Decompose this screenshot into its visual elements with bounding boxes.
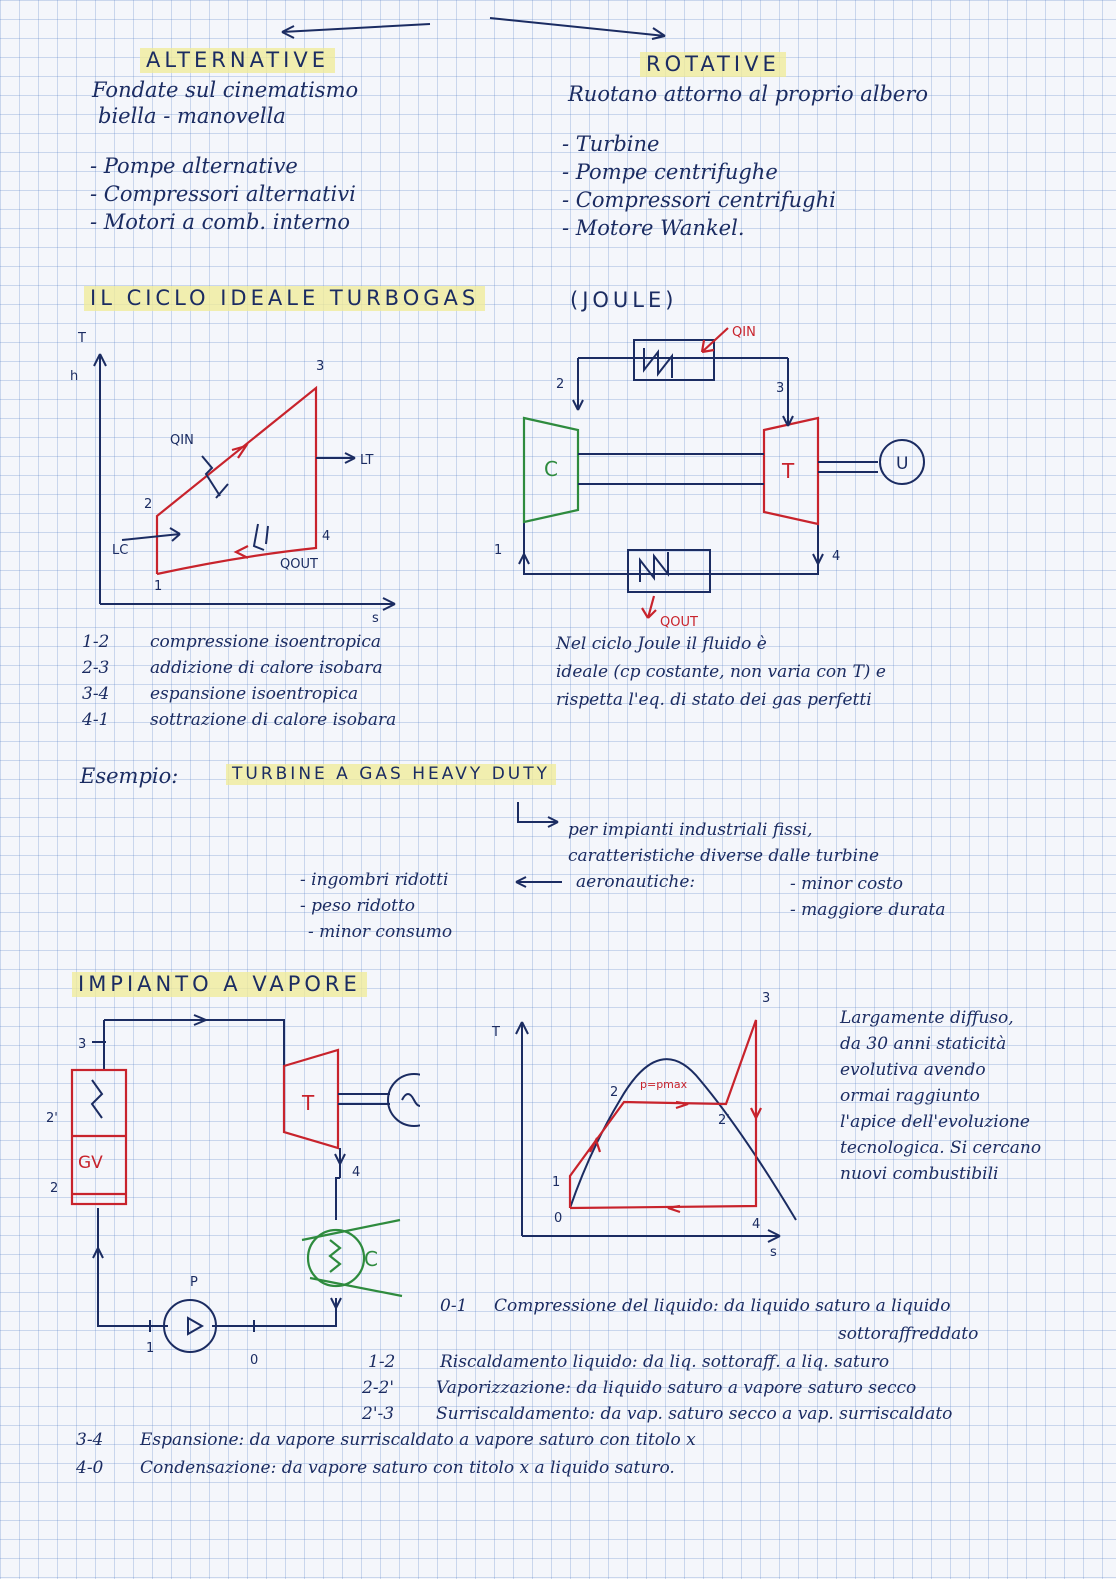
arrow-icon — [236, 546, 248, 558]
point-label: 0 — [554, 1211, 563, 1226]
gv-label: GV — [78, 1153, 103, 1173]
x-axis — [522, 1230, 780, 1242]
pump-circle — [164, 1300, 216, 1352]
qout-arrow — [642, 596, 656, 618]
pump-arrow-icon — [188, 1318, 202, 1334]
node-label: 2 — [50, 1181, 59, 1196]
side-note-line: tecnologica. Si cercano — [840, 1138, 1042, 1158]
joule-heading: IL CICLO IDEALE TURBOGAS — [84, 286, 485, 311]
step-text: Compressione del liquido: da liquido saturo a liquido — [494, 1296, 951, 1316]
alternative-desc-2: biella - manovella — [98, 104, 286, 128]
steam-ts-diagram — [480, 990, 810, 1260]
lt-label: LT — [360, 453, 374, 468]
point-label: 3 — [762, 991, 771, 1006]
axis-label-s: s — [770, 1245, 777, 1260]
side-note-line: evolutiva avendo — [840, 1060, 986, 1080]
node-label: 0 — [250, 1353, 259, 1368]
rotative-item: - Compressori centrifughi — [562, 188, 836, 212]
example-right-item: - maggiore durata — [790, 900, 946, 920]
rotative-heading: ROTATIVE — [640, 52, 786, 77]
point-label: 4 — [752, 1217, 761, 1232]
node-label: 1 — [494, 543, 503, 558]
example-title: TURBINE A GAS HEAVY DUTY — [226, 764, 556, 785]
step-text: sottoraffreddato — [838, 1324, 979, 1344]
side-note-line: Largamente diffuso, — [840, 1008, 1014, 1028]
side-note-line: da 30 anni staticità — [840, 1034, 1007, 1054]
shaft — [338, 1094, 390, 1104]
point-label: 2 — [144, 497, 153, 512]
step-text: Vaporizzazione: da liquido saturo a vapore saturo secco — [436, 1378, 917, 1398]
qout-label: QOUT — [660, 615, 698, 630]
step-text: sottrazione di calore isobara — [150, 710, 397, 730]
point-label: 4 — [322, 529, 331, 544]
axis-label-h: h — [70, 369, 79, 384]
step-code: 4-1 — [82, 710, 110, 730]
condenser-circle — [308, 1230, 364, 1286]
pipework — [524, 358, 818, 574]
boiler-coil-icon — [92, 1080, 102, 1118]
point-label: 2 — [610, 1085, 619, 1100]
step-text: compressione isoentropica — [150, 632, 382, 652]
shaft — [578, 454, 878, 484]
heater-coil-icon — [644, 348, 672, 378]
alternative-desc-1: Fondate sul cinematismo — [92, 78, 359, 102]
node-label: 4 — [352, 1165, 361, 1180]
lc-label: LC — [112, 543, 129, 558]
ac-symbol-icon — [402, 1094, 420, 1106]
qout-arrow — [254, 524, 268, 550]
node-label: 1 — [146, 1341, 155, 1356]
point-label: 1 — [552, 1175, 561, 1190]
step-text: Condensazione: da vapore saturo con titolo x a liquido saturo. — [140, 1458, 675, 1478]
node-label: 3 — [776, 381, 785, 396]
qin-label: QIN — [170, 433, 194, 448]
arrow-icon — [232, 446, 246, 458]
example-line: caratteristiche diverse dalle turbine — [568, 846, 880, 866]
step-code: 2-2' — [362, 1378, 395, 1398]
turbine-label: T — [782, 459, 795, 483]
axis-label-s: s — [372, 611, 379, 626]
point-label: 2' — [718, 1113, 730, 1128]
arrow-icon — [506, 874, 566, 894]
example-left-item: - ingombri ridotti — [300, 870, 449, 890]
example-left-item: - peso ridotto — [300, 896, 416, 916]
condenser-coil-icon — [302, 1220, 402, 1296]
example-prefix: Esempio: — [80, 764, 179, 788]
joule-plant-schematic — [488, 318, 958, 634]
step-code: 3-4 — [82, 684, 110, 704]
steam-plant-schematic — [40, 1008, 420, 1380]
steam-heading: IMPIANTO A VAPORE — [72, 972, 367, 997]
flow-arrows — [519, 400, 823, 564]
node-label: 4 — [832, 549, 841, 564]
lc-arrow — [122, 528, 180, 541]
cooler-coil-icon — [640, 552, 668, 582]
example-right-item: - minor costo — [790, 874, 903, 894]
axis-label-t: T — [492, 1025, 500, 1040]
flow-arrows — [590, 1102, 761, 1212]
generator-circle — [388, 1074, 420, 1126]
y-axis — [94, 354, 106, 604]
joule-heading-note: (JOULE) — [570, 288, 678, 312]
alternative-item: - Pompe alternative — [90, 154, 298, 178]
user-label: U — [896, 454, 909, 474]
example-left-item: - minor consumo — [308, 922, 453, 942]
alternative-item: - Motori a comb. interno — [90, 210, 351, 234]
node-label: 3 — [78, 1037, 87, 1052]
pipework — [98, 1020, 340, 1326]
qin-label: QIN — [732, 325, 756, 340]
rotative-desc-1: Ruotano attorno al proprio albero — [568, 82, 929, 106]
side-note-line: l'apice dell'evoluzione — [840, 1112, 1030, 1132]
example-line: aeronautiche: — [576, 872, 696, 892]
pump-label: P — [190, 1275, 198, 1290]
y-axis — [516, 1022, 528, 1236]
step-text: Surriscaldamento: da vap. saturo secco a vap. surriscaldato — [436, 1404, 953, 1424]
step-code: 1-2 — [82, 632, 110, 652]
side-note-line: nuovi combustibili — [840, 1164, 999, 1184]
rotative-item: - Motore Wankel. — [562, 216, 745, 240]
side-note-line: ormai raggiunto — [840, 1086, 980, 1106]
example-line: per impianti industriali fissi, — [568, 820, 813, 840]
joule-ts-diagram — [60, 328, 410, 628]
axis-label-t: T — [78, 331, 86, 346]
step-code: 1-2 — [368, 1352, 396, 1372]
joule-note-line: Nel ciclo Joule il fluido è — [556, 634, 767, 654]
step-text: Espansione: da vapore surriscaldato a vapore saturo con titolo x — [140, 1430, 696, 1450]
step-code: 2'-3 — [362, 1404, 395, 1424]
alternative-heading: ALTERNATIVE — [140, 48, 335, 73]
step-code: 0-1 — [440, 1296, 468, 1316]
alternative-item: - Compressori alternativi — [90, 182, 356, 206]
lt-arrow — [316, 453, 355, 463]
node-label: 2 — [556, 377, 565, 392]
step-code: 3-4 — [76, 1430, 104, 1450]
turbine-label: T — [302, 1091, 315, 1115]
split-arrows — [270, 10, 690, 50]
joule-note-line: ideale (cp costante, non varia con T) e — [556, 662, 886, 682]
step-text: addizione di calore isobara — [150, 658, 383, 678]
rotative-item: - Pompe centrifughe — [562, 160, 778, 184]
step-code: 2-3 — [82, 658, 110, 678]
rotative-item: - Turbine — [562, 132, 660, 156]
point-label: 3 — [316, 359, 325, 374]
node-label: 2' — [46, 1111, 58, 1126]
qout-label: QOUT — [280, 557, 318, 572]
condenser-label: C — [364, 1247, 378, 1271]
step-text: Riscaldamento liquido: da liq. sottoraff. a liq. saturo — [440, 1352, 890, 1372]
pmax-label: p=pmax — [640, 1078, 688, 1091]
step-text: espansione isoentropica — [150, 684, 359, 704]
cycle-curve — [157, 388, 316, 574]
step-code: 4-0 — [76, 1458, 104, 1478]
x-axis — [100, 598, 395, 610]
point-label: 1 — [154, 579, 163, 594]
joule-note-line: rispetta l'eq. di stato dei gas perfetti — [556, 690, 872, 710]
compressor-label: C — [544, 457, 558, 481]
arrow-icon — [510, 800, 570, 840]
